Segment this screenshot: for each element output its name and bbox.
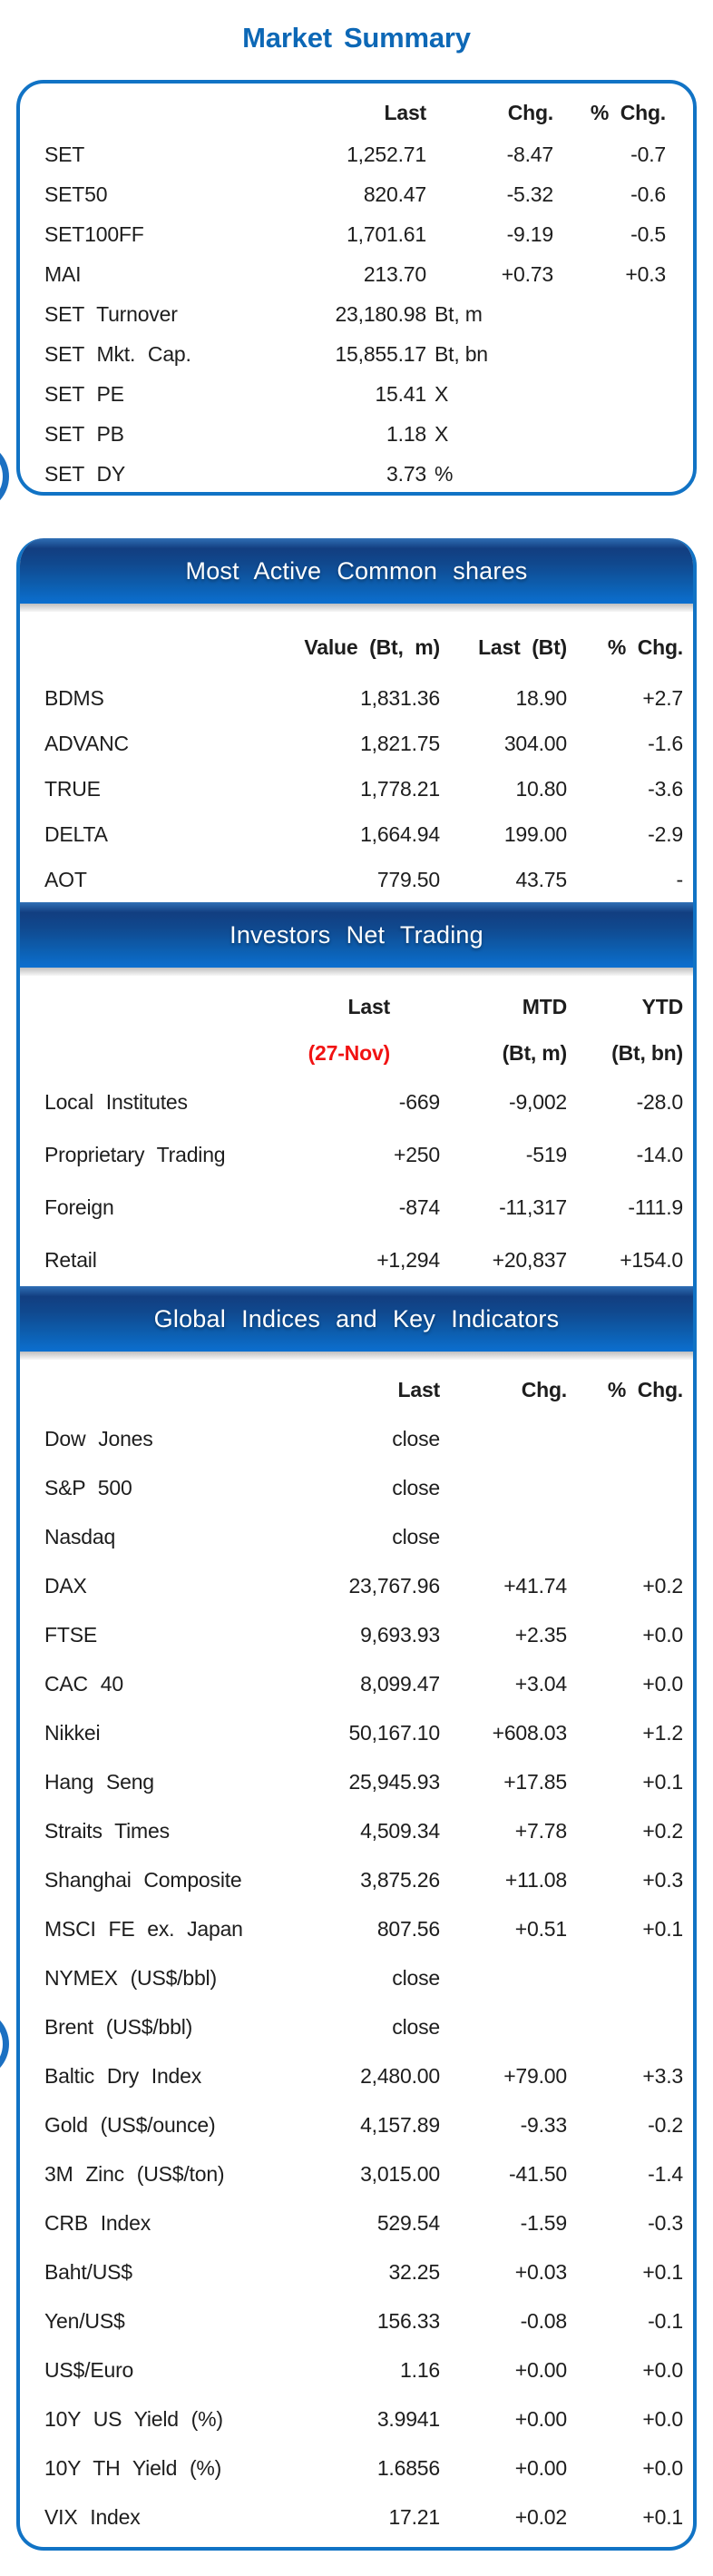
cell-pchg: -0.3 [648, 2210, 683, 2235]
cell-label: SET PB [44, 421, 124, 446]
cell-chg: -9.19 [506, 221, 553, 246]
cell-last: 2,480.00 [360, 2063, 440, 2088]
cell-last: 1,252.71 [347, 142, 426, 166]
unit-suffix: X [435, 381, 449, 406]
cell-last: 1,664.94 [360, 821, 440, 846]
cell-pchg: +0.1 [642, 1769, 683, 1794]
subheader-mtd-unit: (Bt, m) [502, 1040, 567, 1065]
table-row [20, 1076, 693, 1128]
column-header-last: Last [347, 994, 390, 1018]
cell-chg: 18.90 [515, 685, 567, 710]
cell-chg: +79.00 [503, 2063, 567, 2088]
section-header-shadow [20, 604, 693, 612]
cell-label: Retail [44, 1247, 97, 1272]
unit-suffix: Bt, m [435, 301, 483, 326]
cell-last: 3.73 % [386, 461, 454, 486]
cell-label: SET Mkt. Cap. [44, 341, 191, 366]
cell-chg: -0.08 [520, 2308, 567, 2333]
cell-pchg: +0.0 [642, 1671, 683, 1696]
cell-label: Straits Times [44, 1818, 170, 1843]
cell-last: 23,180.98 Bt, m [335, 301, 483, 326]
cell-last: 4,509.34 [360, 1818, 440, 1843]
table-header-row [20, 976, 693, 1030]
cell-label: 10Y US Yield (%) [44, 2406, 223, 2431]
cell-label: US$/Euro [44, 2357, 134, 2382]
cell-pchg: -28.0 [636, 1089, 683, 1114]
cell-last: +1,294 [376, 1247, 440, 1272]
cell-last: -874 [398, 1195, 440, 1219]
cell-label: ADVANC [44, 731, 129, 755]
cell-last: 50,167.10 [348, 1720, 440, 1745]
cell-pchg: +0.0 [642, 1622, 683, 1647]
cell-pchg: +0.0 [642, 2406, 683, 2431]
cell-chg: +608.03 [492, 1720, 567, 1745]
set-summary-panel [16, 80, 697, 496]
cell-last: 4,157.89 [360, 2112, 440, 2137]
table-row [20, 174, 693, 214]
cell-pchg: +2.7 [642, 685, 683, 710]
cell-label: SET Turnover [44, 301, 178, 326]
cell-label: Local Institutes [44, 1089, 188, 1114]
cell-last: 25,945.93 [348, 1769, 440, 1794]
cell-pchg: -0.1 [648, 2308, 683, 2333]
cell-last: 213.70 [363, 261, 426, 286]
unit-suffix: X [435, 421, 449, 446]
cell-label: TRUE [44, 776, 101, 801]
cell-pchg: +0.0 [642, 2357, 683, 2382]
cell-pchg: -3.6 [648, 776, 683, 801]
cell-chg: -5.32 [506, 182, 553, 206]
cell-last: 17.21 [388, 2504, 440, 2529]
cell-label: S&P 500 [44, 1475, 132, 1499]
table-header-row [20, 1360, 693, 1414]
most-active-table-body [20, 675, 693, 902]
column-header-last: Last (Bt) [478, 634, 567, 659]
table-row [20, 2296, 693, 2345]
cell-last: 820.47 [363, 182, 426, 206]
table-row [20, 1708, 693, 1757]
unit-suffix: % [435, 461, 454, 486]
table-row [20, 1855, 693, 1904]
table-row [20, 2247, 693, 2296]
section-title: Investors Net Trading [230, 920, 483, 949]
table-row [20, 2149, 693, 2198]
cell-pchg: +0.1 [642, 2504, 683, 2529]
cell-last: close [392, 1524, 440, 1549]
column-header-mtd: MTD [522, 994, 567, 1018]
cell-last: close [392, 2014, 440, 2039]
cell-last: 3,015.00 [360, 2161, 440, 2186]
most-active-table [20, 612, 693, 902]
section-header-shadow [20, 968, 693, 976]
table-row [20, 1414, 693, 1463]
table-row [20, 1757, 693, 1806]
global-indices-table [20, 1360, 693, 2547]
column-header-pchg: % Chg. [590, 100, 666, 124]
table-row [20, 1610, 693, 1659]
cell-chg: +11.08 [504, 1867, 567, 1892]
cell-last: 529.54 [376, 2210, 440, 2235]
table-row [20, 2492, 693, 2542]
cell-pchg: -0.5 [630, 221, 666, 246]
cell-pchg: -14.0 [636, 1142, 683, 1166]
cell-label: Gold (US$/ounce) [44, 2112, 216, 2137]
table-row [20, 294, 693, 334]
cell-last: 3.9941 [376, 2406, 440, 2431]
cell-label: Baltic Dry Index [44, 2063, 202, 2088]
table-row [20, 2100, 693, 2149]
cell-chg: +3.04 [514, 1671, 567, 1696]
table-row [20, 214, 693, 254]
cell-label: SET50 [44, 182, 108, 206]
cell-label: Nikkei [44, 1720, 101, 1745]
cell-chg: -11,317 [499, 1195, 567, 1219]
section-title: Global Indices and Key Indicators [153, 1304, 560, 1332]
table-row [20, 2198, 693, 2247]
cell-chg: 43.75 [515, 867, 567, 891]
cell-label: SET [44, 142, 85, 166]
global-indices-section-header [20, 1286, 693, 1352]
cell-label: Nasdaq [44, 1524, 116, 1549]
cell-chg: +0.03 [514, 2259, 567, 2284]
cell-chg: +0.00 [514, 2357, 567, 2382]
cell-pchg: -0.2 [648, 2112, 683, 2137]
column-header-pchg: % Chg. [607, 634, 683, 659]
cell-last: 9,693.93 [360, 1622, 440, 1647]
table-row [20, 2345, 693, 2394]
cell-label: Hang Seng [44, 1769, 154, 1794]
cell-label: AOT [44, 867, 87, 891]
set-summary-table-body [20, 134, 693, 494]
cell-last: 23,767.96 [348, 1573, 440, 1598]
cell-label: 10Y TH Yield (%) [44, 2455, 222, 2480]
table-row [20, 721, 693, 766]
cell-label: MSCI FE ex. Japan [44, 1916, 243, 1941]
market-data-panel [16, 538, 697, 2551]
table-row [20, 675, 693, 721]
cell-label: VIX Index [44, 2504, 141, 2529]
cell-pchg: +0.2 [642, 1573, 683, 1598]
table-row [20, 334, 693, 374]
cell-pchg: +3.3 [642, 2063, 683, 2088]
table-row [20, 2002, 693, 2051]
cell-label: FTSE [44, 1622, 97, 1647]
cell-last: close [392, 1475, 440, 1499]
cell-label: SET PE [44, 381, 124, 406]
section-title: Most Active Common shares [185, 556, 528, 585]
cell-pchg: - [676, 867, 683, 891]
cell-pchg: -0.7 [630, 142, 666, 166]
table-row [20, 1806, 693, 1855]
column-header-pchg: % Chg. [607, 1377, 683, 1401]
cell-label: NYMEX (US$/bbl) [44, 1965, 217, 1990]
cell-chg: +0.02 [514, 2504, 567, 2529]
cell-chg: +0.00 [514, 2406, 567, 2431]
cell-chg: +41.74 [503, 1573, 567, 1598]
cell-pchg: +0.1 [642, 1916, 683, 1941]
table-row [20, 134, 693, 174]
cell-label: Shanghai Composite [44, 1867, 242, 1892]
column-header-last: Last [384, 100, 426, 124]
table-subheader-row [20, 1030, 693, 1076]
cell-chg: +17.85 [503, 1769, 567, 1794]
cell-label: SET DY [44, 461, 126, 486]
cell-label: DAX [44, 1573, 87, 1598]
cell-last: 1.18 X [386, 421, 449, 446]
cell-chg: 304.00 [503, 731, 567, 755]
page-title: Market Summary [242, 22, 471, 54]
table-row [20, 454, 693, 494]
cell-last: 3,875.26 [360, 1867, 440, 1892]
table-row [20, 1234, 693, 1286]
cell-label: DELTA [44, 821, 108, 846]
cell-pchg: +0.3 [625, 261, 666, 286]
cell-chg: -519 [525, 1142, 567, 1166]
table-row [20, 2051, 693, 2100]
cell-chg: +2.35 [514, 1622, 567, 1647]
column-header-chg: Chg. [507, 100, 553, 124]
cell-last: 32.25 [388, 2259, 440, 2284]
cell-pchg: -111.9 [628, 1195, 683, 1219]
table-row [20, 1659, 693, 1708]
cell-pchg: +1.2 [642, 1720, 683, 1745]
cell-last: -669 [398, 1089, 440, 1114]
cell-label: Brent (US$/bbl) [44, 2014, 193, 2039]
table-row [20, 254, 693, 294]
cell-pchg: +0.0 [642, 2455, 683, 2480]
cell-last: 15.41 X [375, 381, 449, 406]
cell-pchg: +0.2 [642, 1818, 683, 1843]
column-header-ytd: YTD [641, 994, 683, 1018]
cell-label: SET100FF [44, 221, 144, 246]
investors-section-header [20, 902, 693, 968]
table-row [20, 857, 693, 902]
cell-last: 779.50 [376, 867, 440, 891]
column-header-chg: Chg. [521, 1377, 567, 1401]
cell-last: 807.56 [376, 1916, 440, 1941]
cell-pchg: -1.4 [648, 2161, 683, 2186]
table-header-row [20, 91, 693, 134]
global-indices-table-body [20, 1414, 693, 2542]
table-row [20, 766, 693, 811]
cell-chg: +20,837 [492, 1247, 567, 1272]
cell-chg: 10.80 [515, 776, 567, 801]
table-row [20, 811, 693, 857]
table-row [20, 1904, 693, 1953]
table-header-row [20, 612, 693, 675]
section-header-shadow [20, 1352, 693, 1360]
cell-last: 1.16 [400, 2357, 440, 2382]
unit-suffix: Bt, bn [435, 341, 488, 366]
investors-table [20, 976, 693, 1286]
table-row [20, 1463, 693, 1512]
cell-last: close [392, 1965, 440, 1990]
table-row [20, 414, 693, 454]
cell-label: BDMS [44, 685, 104, 710]
cell-chg: +0.00 [514, 2455, 567, 2480]
cell-pchg: -0.6 [630, 182, 666, 206]
cell-chg: -9.33 [520, 2112, 567, 2137]
cell-pchg: -1.6 [648, 731, 683, 755]
cell-last: 1,831.36 [360, 685, 440, 710]
decorative-circle [0, 2009, 9, 2079]
cell-last: 1.6856 [376, 2455, 440, 2480]
cell-pchg: +0.1 [642, 2259, 683, 2284]
table-row [20, 1561, 693, 1610]
cell-last: 1,778.21 [360, 776, 440, 801]
cell-chg: 199.00 [503, 821, 567, 846]
cell-pchg: -2.9 [648, 821, 683, 846]
cell-label: Baht/US$ [44, 2259, 132, 2284]
most-active-section-header [20, 538, 693, 604]
subheader-ytd-unit: (Bt, bn) [611, 1040, 683, 1065]
cell-chg: -8.47 [506, 142, 553, 166]
cell-label: CAC 40 [44, 1671, 123, 1696]
cell-chg: -41.50 [508, 2161, 567, 2186]
cell-label: 3M Zinc (US$/ton) [44, 2161, 225, 2186]
table-row [20, 2394, 693, 2443]
cell-last: close [392, 1426, 440, 1450]
cell-last: 15,855.17 Bt, bn [335, 341, 488, 366]
table-row [20, 2443, 693, 2492]
cell-last: 8,099.47 [360, 1671, 440, 1696]
table-row [20, 374, 693, 414]
subheader-date: (27-Nov) [308, 1040, 390, 1065]
cell-chg: +0.73 [501, 261, 553, 286]
table-row [20, 1512, 693, 1561]
cell-last: 156.33 [376, 2308, 440, 2333]
cell-pchg: +0.3 [642, 1867, 683, 1892]
cell-label: Foreign [44, 1195, 114, 1219]
cell-chg: +7.78 [514, 1818, 567, 1843]
cell-label: Dow Jones [44, 1426, 153, 1450]
cell-last: 1,821.75 [360, 731, 440, 755]
cell-chg: +0.51 [514, 1916, 567, 1941]
cell-chg: -1.59 [520, 2210, 567, 2235]
cell-label: MAI [44, 261, 82, 286]
table-row [20, 1953, 693, 2002]
column-header-value: Value (Bt, m) [304, 634, 440, 659]
cell-last: +250 [393, 1142, 440, 1166]
cell-chg: -9,002 [508, 1089, 567, 1114]
cell-pchg: +154.0 [620, 1247, 683, 1272]
decorative-circle [0, 441, 9, 512]
cell-last: 1,701.61 [347, 221, 426, 246]
investors-table-body [20, 1076, 693, 1286]
cell-label: Proprietary Trading [44, 1142, 226, 1166]
cell-label: Yen/US$ [44, 2308, 125, 2333]
cell-label: CRB Index [44, 2210, 151, 2235]
table-row [20, 1181, 693, 1234]
column-header-last: Last [397, 1377, 440, 1401]
table-row [20, 1128, 693, 1181]
